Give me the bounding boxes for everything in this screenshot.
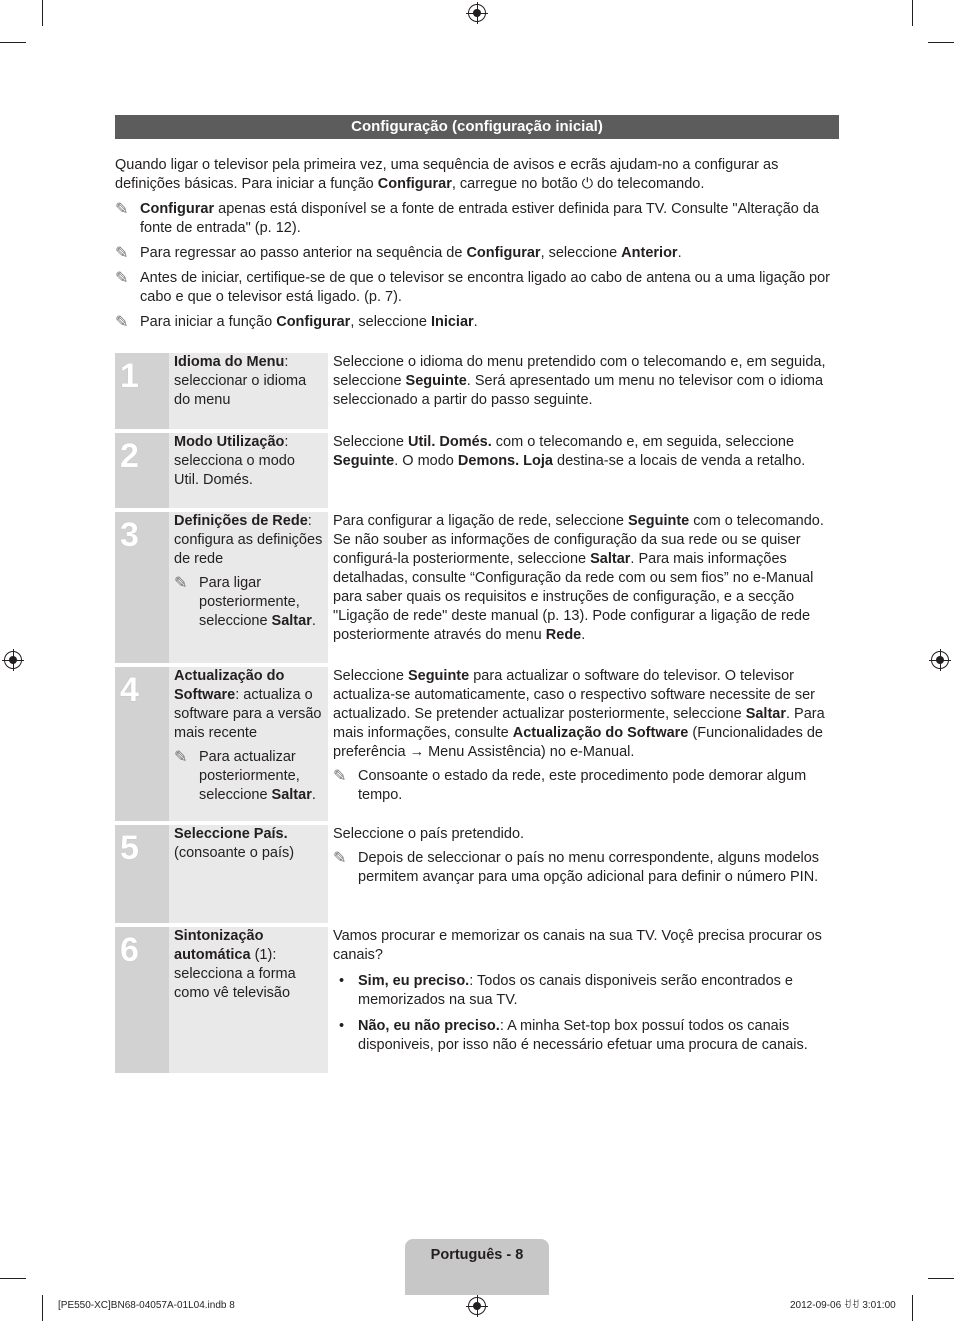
footer-timestamp: 2012-09-06 ꀀꀀ 3:01:00 [790,1300,896,1311]
registration-mark-icon [931,651,949,669]
pencil-icon: ✎ [115,201,129,218]
power-icon: ⏻ [581,176,594,192]
pencil-icon: ✎ [174,575,188,592]
note: ✎ Antes de iniciar, certifique-se de que o televisor se encontra ligado ao cabo de antena ou a uma ligação por cabo e que o televisor está ligado. (p. 7). [115,270,831,305]
pencil-icon: ✎ [115,270,129,287]
step-number: 5 [115,825,169,923]
note: ✎ Consoante o estado da rede, este procedimento pode demorar algum tempo. [333,768,807,803]
step-number: 4 [115,667,169,821]
step-label: Sintonização automática (1): selecciona a forma como vê televisão [169,927,328,1073]
note: ✎ Para iniciar a função Configurar, seleccione Iniciar. [115,314,478,331]
registration-mark-icon [4,651,22,669]
step-label: Definições de Rede: configura as definições de rede ✎ Para ligar posteriormente, seleccione Saltar. [169,512,328,663]
crop-mark [42,1295,43,1321]
step-label: Modo Utilização: selecciona o modo Util. Domés. [169,433,328,508]
step-label: Idioma do Menu: seleccionar o idioma do menu [169,353,328,429]
list-item: • Sim, eu preciso.: Todos os canais disponiveis serão encontrados e memorizados na sua TV. [333,972,839,1010]
note: ✎ Depois de seleccionar o país no menu correspondente, alguns modelos permitem avançar para uma opção adicional para definir o número PIN. [333,850,820,885]
step-description: Para configurar a ligação de rede, seleccione Seguinte com o telecomando. Se não souber as informações de configuração da sua rede ou se quiser configurá-la posteriormente, seleccione Saltar. Para mais informações detalhadas, consulte “Configuração da rede com ou sem fios” no e-Manual para saber quais os requisitos e instruções de configuração, e a secção "Ligação de rede" deste manual (p. 13). Pode configurar a ligação de rede posteriormente através do menu Rede. [333,513,824,643]
note: ✎ Para regressar ao passo anterior na sequência de Configurar, seleccione Anterior. [115,245,682,262]
step-row [115,667,839,821]
registration-mark-icon [468,4,486,22]
footer-file-info: [PE550-XC]BN68-04057A-01L04.indb 8 [58,1300,235,1311]
step-number: 1 [115,353,169,429]
list-item: • Não, eu não preciso.: A minha Set-top box possuí todos os canais disponiveis, por isso não é necessário efetuar uma procura de canais. [333,1017,839,1055]
crop-mark [928,42,954,43]
step-row [115,927,839,1073]
step-description: Seleccione Util. Domés. com o telecomando e, em seguida, seleccione Seguinte. O modo Demons. Loja destina-se a locais de venda a retalho. [333,434,806,469]
step-number: 6 [115,927,169,1073]
step-row [115,353,839,429]
step-number: 3 [115,512,169,663]
step-label: Actualização do Software: actualiza o software para a versão mais recente ✎ Para actualizar posteriormente, seleccione Saltar. [169,667,328,821]
step-row [115,825,839,923]
step-row [115,433,839,508]
steps-table [115,353,839,1077]
intro-paragraph: Quando ligar o televisor pela primeira vez, uma sequência de avisos e ecrãs ajudam-no a configurar as definições básicas. Para iniciar a função Configurar, carregue no botão ⏻ do telecomando. [115,157,779,192]
crop-mark [928,1278,954,1279]
pencil-icon: ✎ [174,749,188,766]
step-number: 2 [115,433,169,508]
section-title: Configuração (configuração inicial) [115,115,839,139]
step-description: Seleccione o idioma do menu pretendido com o telecomando e, em seguida, seleccione Seguinte. Será apresentado um menu no televisor com o idioma seleccionado a partir do passo seguinte. [333,354,826,408]
pencil-icon: ✎ [333,850,347,867]
step-description: Vamos procurar e memorizar os canais na sua TV. Voçê precisa procurar os canais? • Sim, eu preciso.: Todos os canais disponiveis serão encontrados e memorizados na sua TV. • Não, eu não preciso.: A minha Set-top box possuí todos os canais disponiveis, por isso não é necessário efetuar uma procura de canais. [328,927,839,1073]
crop-mark [912,1295,913,1321]
intro [115,156,845,332]
note: ✎ Para ligar posteriormente, seleccione Saltar. [174,575,316,629]
pencil-icon: ✎ [333,768,347,785]
crop-mark [42,0,43,26]
step-description: Seleccione o país pretendido. ✎ Depois de seleccionar o país no menu correspondente, alguns modelos permitem avançar para uma opção adicional para definir o número PIN. [328,825,839,923]
step-label: Seleccione País. (consoante o país) [169,825,328,923]
step-description: Seleccione Seguinte para actualizar o software do televisor. O televisor actualiza-se automaticamente, caso o respectivo software necessite de ser actualizado. Se pretender actualizar posteriormente, seleccione Saltar. Para mais informações, consulte Actualização do Software (Funcionalidades de preferência → Menu Assistência) no e-Manual. ✎ Consoante o estado da rede, este procedimento pode demorar algum tempo. [328,667,839,821]
crop-mark [912,0,913,26]
note: ✎ Configurar apenas está disponível se a fonte de entrada estiver definida para TV. Consulte "Alteração da fonte de entrada" (p. 12). [115,201,819,236]
pencil-icon: ✎ [115,314,129,331]
note: ✎ Para actualizar posteriormente, seleccione Saltar. [174,749,316,803]
pencil-icon: ✎ [115,245,129,262]
crop-mark [0,42,26,43]
page-number-tab: Português - 8 [405,1239,549,1295]
crop-mark [0,1278,26,1279]
step-row [115,512,839,663]
registration-mark-icon [468,1297,486,1315]
